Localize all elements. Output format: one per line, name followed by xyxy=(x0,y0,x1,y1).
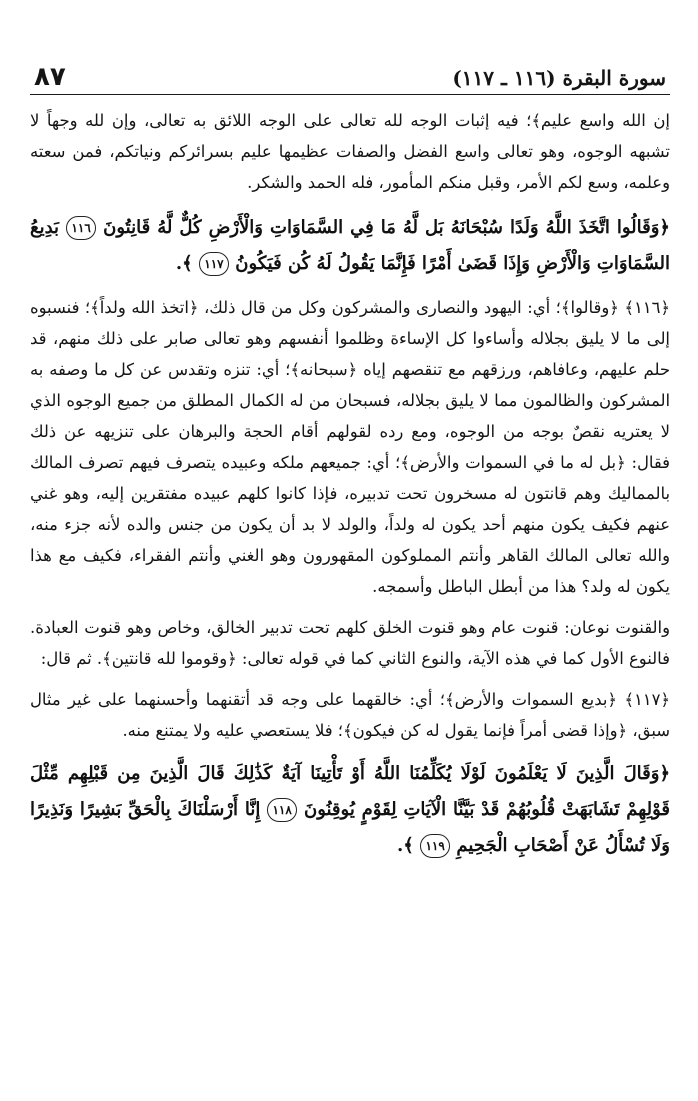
page-number: ٨٧ xyxy=(34,62,66,92)
quran-verse-end: ﴾. xyxy=(175,253,193,274)
quran-verse-118-119 xyxy=(30,756,670,864)
ayah-number-marker: ١١٧ xyxy=(199,252,229,276)
ayah-number-marker: ١١٦ xyxy=(66,216,96,240)
paragraph-qunut: والقنوت نوعان: قنوت عام وهو قنوت الخلق كلهم تحت تدبير الخالق، وخاص وهو قنوت العبادة. فالنوع الأول كما في هذه الآية، والنوع الثاني كما في قوله تعالى: ﴿وقوموا لله قانتين﴾. ثم قال: xyxy=(30,618,670,668)
paragraph-intro: إن الله واسع عليم﴾؛ فيه إثبات الوجه لله تعالى على الوجه اللائق به تعالى، وإن لله وجهاً لا تشبهه الوجوه، وهو تعالى واسع الفضل والصفات عظيمها عليم بسرائركم ونياتكم، فمن سعته وعلمه، وسع لكم الأمر، وقبل منكم المأمور، فله الحمد والشكر. xyxy=(30,111,670,192)
quran-verse-text: إِنَّا أَرْسَلْنَاكَ بِالْحَقِّ بَشِيرًا وَنَذِيرًا وَلَا تُسْأَلُ عَنْ أَصْحَابِ الْجَحِيمِ xyxy=(30,799,670,856)
quran-verse-text: ﴿وَقَالَ الَّذِينَ لَا يَعْلَمُونَ لَوْلَا يُكَلِّمُنَا اللَّهُ أَوْ تَأْتِينَا آيَةٌ كَذَٰلِكَ قَالَ الَّذِينَ مِن قَبْلِهِم مِّثْلَ قَوْلِهِمْ تَشَابَهَتْ قُلُوبُهُمْ قَدْ بَيَّنَّا الْآيَاتِ لِقَوْمٍ يُوقِنُونَ xyxy=(30,763,670,820)
quran-verse-text: بَدِيعُ السَّمَاوَاتِ وَالْأَرْضِ وَإِذَا قَضَىٰ أَمْرًا فَإِنَّمَا يَقُولُ لَهُ كُن فَيَكُونُ xyxy=(30,217,670,274)
surah-title: سورة البقرة (١١٦ ـ ١١٧) xyxy=(452,66,666,90)
page xyxy=(30,56,670,864)
quran-verse-end: ﴾. xyxy=(397,835,414,856)
page-header xyxy=(30,56,670,95)
quran-verse-text: ﴿وَقَالُوا اتَّخَذَ اللَّهُ وَلَدًا سُبْحَانَهُ بَل لَّهُ مَا فِي السَّمَاوَاتِ وَالْأَرْضِ كُلٌّ لَّهُ قَانِتُونَ xyxy=(103,217,670,238)
ayah-number-marker: ١١٨ xyxy=(267,798,297,822)
ayah-number-marker: ١١٩ xyxy=(420,834,450,858)
quran-verse-116-117 xyxy=(30,210,670,282)
paragraph-tafsir-117: ﴿١١٧﴾ ﴿بديع السموات والأرض﴾؛ أي: خالقهما على وجه قد أتقنهما وأحسنهما على غير مثال سبق، ﴿وإذا قضى أمراً فإنما يقول له كن فيكون﴾؛ فلا يستعصي عليه ولا يمتنع منه. xyxy=(30,690,670,740)
paragraph-tafsir-116: ﴿١١٦﴾ ﴿وقالوا﴾؛ أي: اليهود والنصارى والمشركون وكل من قال ذلك، ﴿اتخذ الله ولداً﴾؛ فنسبوه إلى ما لا يليق بجلاله وأساءوا كل الإساءة وظلموا أنفسهم وهو تعالى صابر على ذلك منهم، قد حلم عليهم، وعافاهم، ورزقهم مع تنقصهم إياه ﴿سبحانه﴾؛ أي: تنزه وتقدس عن كل ما وصفه به المشركون والظالمون مما لا يليق بجلاله، فسبحان من له الكمال المطلق من جميع الوجوه الذي لا يعتريه نقصٌ بوجه من الوجوه، ومع رده لقولهم أقام الحجة والبرهان على تنزيهه عن ذلك فقال: ﴿بل له ما في السموات والأرض﴾؛ أي: جميعهم ملكه وعبيده يتصرف فيهم تصرف المالك بالمماليك وهم قانتون له مسخرون تحت تدبيره، فإذا كانوا كلهم عبيده مفتقرين إليه، وهو غني عنهم فكيف يكون منهم أحد يكون له ولداً، والولد لا بد أن يكون من جنس والده لأنه جزء منه، والله تعالى المالك القاهر وأنتم المملوكون المقهورون وهو الغني وأنتم الفقراء، فكيف مع هذا يكون له ولد؟ هذا من أبطل الباطل وأسمجه. xyxy=(30,298,670,596)
